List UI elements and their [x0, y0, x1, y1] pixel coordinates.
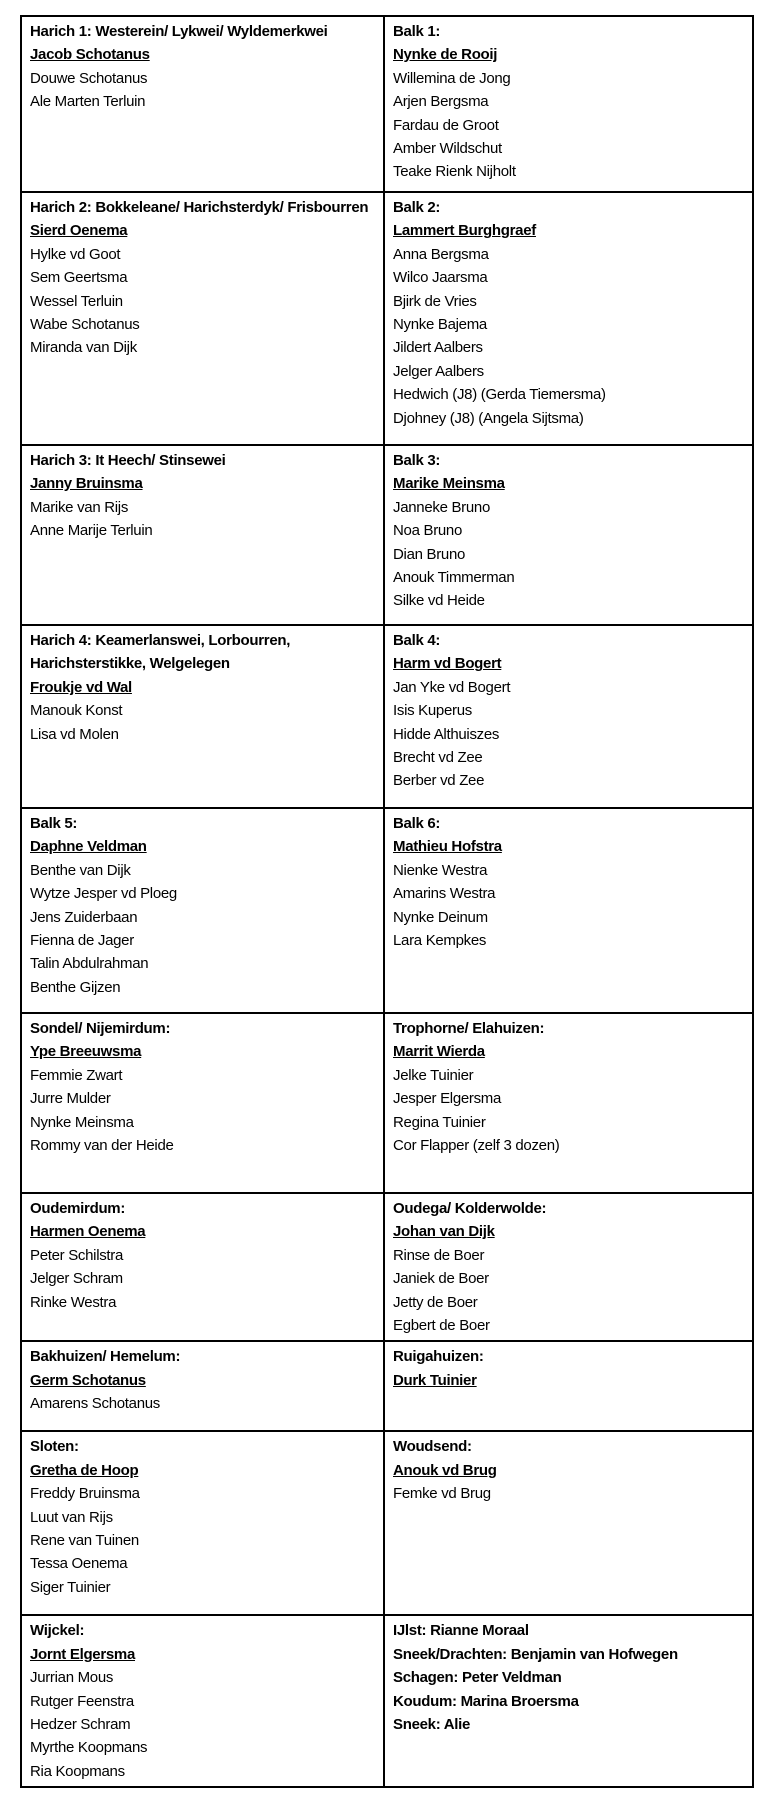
- cell-title: Balk 6:: [393, 815, 441, 832]
- member-name: Bjirk de Vries: [393, 292, 477, 310]
- table-row: [21, 16, 753, 192]
- coordinator-name: Harmen Oenema: [30, 1223, 146, 1241]
- member-name: Anne Marije Terluin: [30, 522, 153, 540]
- member-name: Ale Marten Terluin: [30, 93, 146, 111]
- member-name: Rutger Feenstra: [30, 1692, 134, 1710]
- member-name: Myrthe Koopmans: [30, 1739, 148, 1757]
- member-name: Ria Koopmans: [30, 1762, 125, 1780]
- member-name: Jelger Aalbers: [393, 362, 484, 380]
- coordinator-name: Marike Meinsma: [393, 475, 505, 493]
- assignment-line: Koudum: Marina Broersma: [393, 1692, 579, 1710]
- cell-title: Balk 1:: [393, 23, 441, 40]
- cell-right: [384, 1341, 753, 1431]
- coordinator-name: Jacob Schotanus: [30, 46, 150, 64]
- cell-left: [21, 445, 384, 625]
- member-name: Jildert Aalbers: [393, 339, 483, 357]
- member-name: Benthe van Dijk: [30, 861, 131, 879]
- member-name: Luut van Rijs: [30, 1508, 113, 1526]
- member-name: Hedzer Schram: [30, 1716, 131, 1734]
- coordinator-name: Sierd Oenema: [30, 222, 128, 240]
- assignment-line: Sneek/Drachten: Benjamin van Hofwegen: [393, 1645, 678, 1663]
- cell-title: Harich 2: Bokkeleane/ Harichsterdyk/ Frisbourren: [30, 199, 369, 216]
- cell-left: [21, 192, 384, 445]
- table-row: [21, 1615, 753, 1787]
- cell-left: [21, 625, 384, 808]
- cell-title: Balk 5:: [30, 815, 78, 832]
- cell-left: [21, 1013, 384, 1193]
- member-name: Nynke Deinum: [393, 908, 488, 926]
- member-name: Hedwich (J8) (Gerda Tiemersma): [393, 386, 606, 404]
- cell-right: [384, 808, 753, 1013]
- cell-title: Bakhuizen/ Hemelum:: [30, 1348, 181, 1366]
- cell-right: [384, 1013, 753, 1193]
- cell-title: Oudega/ Kolderwolde:: [393, 1200, 547, 1217]
- cell-title: Harich 1: Westerein/ Lykwei/ Wyldemerkwei: [30, 23, 328, 40]
- cell-right: [384, 625, 753, 808]
- member-name: Nienke Westra: [393, 861, 488, 879]
- member-name: Jelke Tuinier: [393, 1066, 474, 1084]
- member-name: Hylke vd Goot: [30, 245, 121, 263]
- cell-title: Balk 4:: [393, 632, 441, 649]
- member-name: Miranda van Dijk: [30, 339, 137, 357]
- member-name: Jurre Mulder: [30, 1090, 111, 1108]
- table-row: [21, 1013, 753, 1193]
- member-name: Amarins Westra: [393, 885, 496, 903]
- table-row: [21, 625, 753, 808]
- table-body: [21, 16, 753, 1787]
- member-name: Jetty de Boer: [393, 1293, 478, 1311]
- member-name: Lisa vd Molen: [30, 725, 119, 743]
- cell-title: Balk 3:: [393, 452, 441, 469]
- member-name: Wilco Jaarsma: [393, 269, 488, 287]
- member-name: Marike van Rijs: [30, 498, 129, 516]
- member-name: Jurrian Mous: [30, 1669, 114, 1687]
- cell-right: [384, 445, 753, 625]
- member-name: Anna Bergsma: [393, 245, 489, 263]
- member-name: Wytze Jesper vd Ploeg: [30, 885, 177, 903]
- member-name: Femmie Zwart: [30, 1066, 123, 1084]
- member-name: Fienna de Jager: [30, 932, 134, 950]
- cell-left: [21, 1341, 384, 1431]
- cell-left: [21, 808, 384, 1013]
- member-name: Amber Wildschut: [393, 140, 502, 158]
- cell-title: Harich 3: It Heech/ Stinsewei: [30, 452, 226, 469]
- cell-title: Ruigahuizen:: [393, 1348, 484, 1366]
- member-name: Freddy Bruinsma: [30, 1485, 140, 1503]
- member-name: Brecht vd Zee: [393, 749, 483, 767]
- member-name: Nynke Bajema: [393, 316, 487, 334]
- coordinator-name: Durk Tuinier: [393, 1371, 477, 1389]
- member-name: Jan Yke vd Bogert: [393, 678, 511, 696]
- cell-right: [384, 1431, 753, 1615]
- member-name: Anouk Timmerman: [393, 569, 515, 587]
- cell-left: [21, 16, 384, 192]
- coordinator-name: Germ Schotanus: [30, 1371, 146, 1389]
- coordinator-name: Gretha de Hoop: [30, 1461, 139, 1479]
- assignment-line: IJlst: Rianne Moraal: [393, 1622, 529, 1640]
- member-name: Rene van Tuinen: [30, 1532, 139, 1550]
- cell-title: Wijckel:: [30, 1622, 85, 1640]
- member-name: Silke vd Heide: [393, 592, 485, 610]
- member-name: Janiek de Boer: [393, 1270, 489, 1288]
- member-name: Willemina de Jong: [393, 69, 511, 87]
- cell-title: Woudsend:: [393, 1438, 472, 1456]
- coordinator-name: Froukje vd Wal: [30, 678, 132, 696]
- cell-left: [21, 1615, 384, 1787]
- member-name: Talin Abdulrahman: [30, 955, 149, 973]
- coordinator-name: Daphne Veldman: [30, 838, 147, 856]
- member-name: Hidde Althuiszes: [393, 725, 500, 743]
- coordinator-name: Johan van Dijk: [393, 1223, 495, 1241]
- cell-title: Trophorne/ Elahuizen:: [393, 1020, 545, 1037]
- member-name: Rommy van der Heide: [30, 1137, 174, 1155]
- member-name: Isis Kuperus: [393, 702, 472, 720]
- cell-title: Oudemirdum:: [30, 1200, 126, 1217]
- table-row: [21, 1341, 753, 1431]
- cell-right: [384, 1193, 753, 1341]
- cell-right: [384, 1615, 753, 1787]
- member-name: Noa Bruno: [393, 522, 463, 540]
- cell-title: Sloten:: [30, 1438, 79, 1456]
- table-row: [21, 445, 753, 625]
- table-row: [21, 192, 753, 445]
- cell-title: Balk 2:: [393, 199, 441, 216]
- member-name: Amarens Schotanus: [30, 1395, 160, 1413]
- coordinator-name: Anouk vd Brug: [393, 1461, 497, 1479]
- member-name: Berber vd Zee: [393, 772, 485, 790]
- coordinator-name: Mathieu Hofstra: [393, 838, 502, 856]
- member-name: Dian Bruno: [393, 545, 466, 563]
- coordinator-name: Harm vd Bogert: [393, 655, 502, 673]
- member-name: Wabe Schotanus: [30, 316, 140, 334]
- member-name: Sem Geertsma: [30, 269, 128, 287]
- table-row: [21, 808, 753, 1013]
- cell-left: [21, 1193, 384, 1341]
- distribution-roster-table: [20, 15, 754, 1788]
- member-name: Rinke Westra: [30, 1293, 117, 1311]
- assignment-line: Schagen: Peter Veldman: [393, 1669, 562, 1687]
- member-name: Douwe Schotanus: [30, 69, 148, 87]
- cell-left: [21, 1431, 384, 1615]
- member-name: Nynke Meinsma: [30, 1113, 134, 1131]
- member-name: Femke vd Brug: [393, 1485, 491, 1503]
- assignment-line: Sneek: Alie: [393, 1716, 471, 1734]
- member-name: Egbert de Boer: [393, 1317, 490, 1335]
- coordinator-name: Nynke de Rooij: [393, 46, 498, 64]
- member-name: Jens Zuiderbaan: [30, 908, 138, 926]
- member-name: Manouk Konst: [30, 702, 123, 720]
- member-name: Cor Flapper (zelf 3 dozen): [393, 1137, 560, 1155]
- member-name: Tessa Oenema: [30, 1555, 128, 1573]
- member-name: Wessel Terluin: [30, 292, 123, 310]
- cell-title: Harich 4: Keamerlanswei, Lorbourren, Harichsterstikke, Welgelegen: [30, 632, 291, 673]
- member-name: Regina Tuinier: [393, 1113, 486, 1131]
- coordinator-name: Jornt Elgersma: [30, 1645, 136, 1663]
- cell-right: [384, 16, 753, 192]
- coordinator-name: Ype Breeuwsma: [30, 1043, 142, 1061]
- table-row: [21, 1431, 753, 1615]
- member-name: Siger Tuinier: [30, 1578, 111, 1596]
- table-row: [21, 1193, 753, 1341]
- member-name: Teake Rienk Nijholt: [393, 163, 516, 181]
- member-name: Jelger Schram: [30, 1270, 123, 1288]
- cell-right: [384, 192, 753, 445]
- member-name: Djohney (J8) (Angela Sijtsma): [393, 409, 584, 427]
- member-name: Arjen Bergsma: [393, 93, 489, 111]
- member-name: Jesper Elgersma: [393, 1090, 502, 1108]
- coordinator-name: Marrit Wierda: [393, 1043, 485, 1061]
- member-name: Janneke Bruno: [393, 498, 491, 516]
- member-name: Rinse de Boer: [393, 1246, 485, 1264]
- cell-title: Sondel/ Nijemirdum:: [30, 1020, 171, 1037]
- member-name: Peter Schilstra: [30, 1246, 124, 1264]
- coordinator-name: Janny Bruinsma: [30, 475, 143, 493]
- member-name: Benthe Gijzen: [30, 978, 121, 996]
- member-name: Lara Kempkes: [393, 932, 487, 950]
- coordinator-name: Lammert Burghgraef: [393, 222, 536, 240]
- member-name: Fardau de Groot: [393, 116, 499, 134]
